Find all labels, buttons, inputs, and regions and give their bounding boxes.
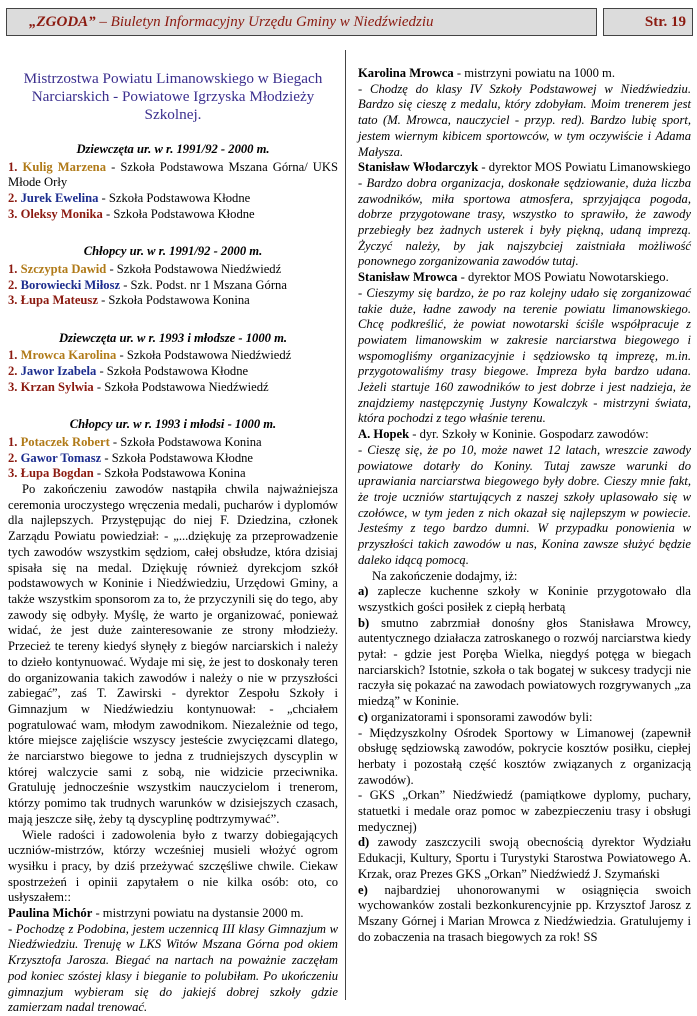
paragraph-text: zawody zaszczycili swoją obecnością dyrektor Wydziału Edukacji, Kultury, Sportu i Turystyki Starostwa Powiatowego A. Krzak, oraz Prezes GKS „Orkan” Niedźwiedź J. Szymański — [358, 835, 691, 881]
paragraph — [358, 270, 691, 286]
athlete-name: Jawor Izabela — [20, 364, 97, 379]
paragraph — [358, 710, 691, 726]
paragraph-text: - Cieszymy się bardzo, że po raz kolejny udało się zorganizować takie duże, ładne zawody na terenie powiatu limanowskiego. Chcę podkreślić, że powiat nowotarski ściśle współpracuje z powiatem limanowskim w zakresie narciarstwa biegowego i wspomogliśmy organizacyjnie i sędziowsko tą imprezę, m.in. przygotowaliśmy trasy biegowe. Impreza była bardzo udana. Jeżeli startuje 160 zawodników to jest dobrze i jest nadzieja, że znajdziemy następczynię Justyny Kowalczyk - mistrzyni świata, która pochodzi z tego właśnie terenu. — [358, 285, 691, 426]
paragraph — [358, 286, 691, 427]
bulletin-subtitle: – Biuletyn Informacyjny Urzędu Gminy w Niedźwiedziu — [95, 14, 434, 30]
paragraph — [358, 82, 691, 161]
results-list — [8, 142, 338, 482]
school-name: - Szkoła Podstawowa Kłodne — [102, 206, 255, 221]
paragraph-lead: Stanisław Mrowca — [358, 270, 458, 285]
athlete-name: Potaczek Robert — [20, 434, 110, 449]
paragraph — [358, 176, 691, 270]
paragraph-text: najbardziej uhonorowanymi w osiągnięcia swoich wychowanków zostali bezkonkurencyjnie pp. Krzysztof Jarosz z Mszany Górnej i Marian Mrowca z Niedźwiedzia. Gratulujemy i do zobaczenia na trasach biegowych za rok! SS — [358, 882, 691, 944]
athlete-name: Szczypta Dawid — [20, 261, 107, 276]
athlete-name: Kulig Marzena — [22, 159, 106, 174]
result-row — [8, 293, 338, 309]
result-place: 3. — [8, 379, 18, 394]
result-row — [8, 262, 338, 278]
paragraph-text: - Pochodzę z Podobina, jestem uczennicą III klasy Gimnazjum w Niedźwiedziu. Trenuję w LKS Witów Mszana Górna pod okiem Krzysztofa Jarosza. Biegać na nartach na poważnie zaczęłam pod koniec szóstej klasy i bieganie to polubiłam. Po ukończeniu gimnazjum wybieram się do jakiejś dobrej szkoły gdzie zamierzam nadal trenować. — [8, 921, 338, 1015]
result-row — [8, 435, 338, 451]
result-row — [8, 278, 338, 294]
paragraph-lead: A. Hopek — [358, 427, 410, 442]
result-place: 1. — [8, 348, 18, 363]
school-name: - Szkoła Podstawowa Kłodne — [98, 191, 251, 206]
paragraph-text: - Bardzo dobra organizacja, doskonałe sędziowanie, duża liczba zawodników, miła sportowa atmosfera, sprzyjająca pogoda, dobrze przygotowane trasy, wszystko to sprawiło, że zawody przebiegły bez żadnych usterek i były piękną, udaną imprezą. Życzyć należy, by jak najszybciej zaistniała możliwość ponownego zorganizowania zawodów tutaj. — [358, 175, 691, 269]
paragraph-lead: Karolina Mrowca — [358, 66, 454, 80]
athlete-name: Borowiecki Miłosz — [20, 277, 121, 292]
paragraph — [358, 443, 691, 569]
paragraph-text: - mistrzyni powiatu na 1000 m. — [453, 66, 615, 80]
paragraph — [358, 66, 691, 82]
result-row — [8, 160, 338, 191]
result-place: 1. — [8, 261, 18, 276]
right-column — [358, 66, 691, 945]
article-title: Mistrzostwa Powiatu Limanowskiego w Biegach Narciarskich - Powiatowe Igrzyska Młodzieży Szkolnej. — [23, 70, 323, 123]
athlete-name: Łupa Bogdan — [20, 466, 94, 481]
paragraph-text: Po zakończeniu zawodów nastąpiła chwila najważniejsza ceremonia uroczystego wręczenia medali, pucharów i dyplomów dla najlepszych. Przystępując do niej F. Dziedzina, członek Zarządu Powiatu powiedział: - „...dziękuję za przeprowadzenie tych zawodów wszystkim sędziom, całej obsłudze, która dzisiaj spisała się na medal. Dziękuję również dyrekcjom szkół podstawowych w Koninie i Niedźwiedziu, Urzędowi Gminy, a także wszystkim sponsorom za to, że przyczynili się do tego, aby zawody się odbyły. Myślę, że warto je organizować, ponieważ widać, że jest duże zainteresowanie ze strony młodzieży. Przecież te tereny kiedyś słynęły z biegów narciarskich i należy to dzieło kontynuować. Wydaje mi się, że jest to doskonały teren do organizowania takich zawodów i należy o nie w przyszłości zabiegać”, zaś T. Zawirski - dyrektor Zespołu Szkoły i Gimnazjum w Niedźwiedziu kontynuował: - „chciałem pogratulować wam, młodym zawodnikom. Niezależnie od tego, które miejsce zajęliście wszyscy jesteście zwycięzcami dlatego, że narciarstwo biegowe to jedna z trudniejszych dyscyplin w której walczycie sami z sobą, nie widzicie przeciwnika. Gratuluję jednocześnie wszystkim nauczycielom i trenerom, którzy pomimo tak trudnych warunków w dzisiejszych czasach, mają jeszcze siłę, żeby tą dyscyplinę podtrzymywać”. — [8, 482, 338, 826]
school-name: - Szkoła Podstawowa Niedźwiedź — [116, 348, 292, 363]
paragraph — [358, 883, 691, 946]
school-name: - Szkoła Podstawowa Niedźwiedź — [93, 379, 269, 394]
category-heading: Chłopcy ur. w r. 1991/92 - 2000 m. — [83, 244, 263, 259]
paragraph-text: zaplecze kuchenne szkoły w Koninie przygotowało dla wszystkich gości posiłek z ciepłą herbatą — [358, 584, 691, 614]
result-place: 3. — [8, 206, 18, 221]
paragraph — [358, 726, 691, 789]
athlete-name: Krzan Sylwia — [20, 379, 94, 394]
result-row — [8, 451, 338, 467]
result-place: 2. — [8, 191, 18, 206]
school-name: - Szk. Podst. nr 1 Mszana Górna — [120, 277, 287, 292]
school-name: - Szkoła Podstawowa Konina — [97, 293, 250, 308]
paragraph-text: - GKS „Orkan” Niedźwiedź (pamiątkowe dyplomy, puchary, statuetki i medale oraz pomoc w zabezpieczeniu trasy i obsługi medycznej) — [358, 788, 691, 834]
paragraph — [358, 427, 691, 443]
paragraph — [358, 788, 691, 835]
paragraph-text: Na zakończenie dodajmy, iż: — [372, 568, 518, 583]
category-spacer — [8, 396, 338, 412]
left-column — [8, 66, 338, 1016]
athlete-name: Oleksy Monika — [20, 206, 103, 221]
result-place: 3. — [8, 466, 18, 481]
bulletin-title-box — [6, 8, 597, 36]
paragraph-lead: e) — [358, 882, 368, 897]
paragraph-text: smutno zabrzmiał donośny głos Stanisława Mrowcy, autentycznego działacza zatroskanego o rozwój narciarstwa kiedy pytał: - gdzie jest Poręba Wielka, niegdyś potęga w biegach narciarskich? Istotnie, szkoła o tak bogatej w sukcesy tradycji nie raczyła się pokazać na zawodach powiatowych rozgrywanych „za miedzą” w Koninie. — [358, 615, 691, 709]
paragraph-text: - Międzyszkolny Ośrodek Sportowy w Limanowej (zapewnił obsługę sędziowską zawodów, pokrycie kosztów posiłku, ciepłej herbaty i pozostałą część kosztów związanych z organizacją zawodów). — [358, 725, 691, 787]
result-row — [8, 380, 338, 396]
paragraph-lead: a) — [358, 584, 369, 599]
school-name: - Szkoła Podstawowa Konina — [109, 434, 262, 449]
school-name: - Szkoła Podstawowa Kłodne — [96, 364, 249, 379]
result-row — [8, 364, 338, 380]
page-header — [6, 8, 693, 36]
result-place: 2. — [8, 450, 18, 465]
paragraph-lead: b) — [358, 615, 370, 630]
paragraph-text: - dyrektor MOS Powiatu Limanowskiego — [478, 160, 691, 175]
category-spacer — [8, 223, 338, 239]
paragraph-text: organizatorami i sponsorami zawodów byli: — [367, 709, 593, 724]
paragraph-text: Wiele radości i zadowolenia było z twarzy dobiegających uczniów-mistrzów, którzy wcześniej musieli włożyć ogrom wysiłku i pracy, by dziś przeżywać szczęśliwe chwile. Ciekaw spostrzeżeń i opinii zapytałem o nie kilka osób: oto, co usłyszałem:: — [8, 827, 338, 905]
athlete-name: Jurek Ewelina — [20, 191, 99, 206]
result-place: 3. — [8, 293, 18, 308]
category-heading: Dziewczęta ur. w r. 1993 i młodsze - 1000 m. — [58, 330, 288, 345]
column-divider — [345, 50, 346, 1000]
school-name: - Szkoła Podstawowa Niedźwiedź — [106, 261, 282, 276]
bulletin-title: „ZGODA” — [29, 14, 96, 30]
paragraph-text: - Cieszę się, że po 10, może nawet 12 latach, wreszcie zawody powiatowe dotarły do Koniny. Tutaj zawsze warunki do uprawiania narciarstwa biegowego były dobre. Cieszy mnie fakt, że troje uczniów startujących z naszej szkoły uplasowało się w czołówce, w tym jeden z nich okazał się najlepszym w powiecie. Jesteśmy z tego bardzo dumni. W przypadku ponowienia w przyszłości takich zawodów u nas, Konina zawsze służyć będzie daleko idącą pomocą. — [358, 442, 691, 567]
paragraph — [358, 160, 691, 176]
paragraph-lead: Stanisław Włodarczyk — [358, 160, 479, 175]
paragraph-lead: c) — [358, 709, 368, 724]
athlete-name: Mrowca Karolina — [20, 348, 117, 363]
school-name: - Szkoła Podstawowa Kłodne — [101, 450, 254, 465]
paragraph — [358, 616, 691, 710]
paragraph-lead: d) — [358, 835, 370, 850]
left-paragraphs — [8, 482, 338, 1016]
result-place: 2. — [8, 277, 18, 292]
paragraph — [8, 906, 338, 922]
result-row — [8, 191, 338, 207]
category-heading: Chłopcy ur. w r. 1993 i młodsi - 1000 m. — [69, 417, 277, 432]
paragraph-lead: Paulina Michór — [8, 906, 93, 921]
result-place: 1. — [8, 159, 18, 174]
athlete-name: Łupa Mateusz — [20, 293, 98, 308]
result-row — [8, 207, 338, 223]
school-name: - Szkoła Podstawowa Konina — [93, 466, 246, 481]
paragraph-text: - dyrektor MOS Powiatu Nowotarskiego. — [457, 270, 669, 285]
paragraph — [358, 835, 691, 882]
paragraph — [358, 584, 691, 615]
paragraph-text: - Chodzę do klasy IV Szkoły Podstawowej w Niedźwiedziu. Bardzo się cieszę z medalu, który zdobyłam. Moim trenerem jest tato (M. Mrowca, nauczyciel - przyp. red). Bardzo lubię sport, jestem wiernym kibicem sportowców, w tym oczywiście i Adama Małysza. — [358, 81, 691, 159]
result-row — [8, 348, 338, 364]
result-place: 2. — [8, 364, 18, 379]
paragraph — [8, 482, 338, 827]
paragraph-text: - mistrzyni powiatu na dystansie 2000 m. — [92, 906, 304, 921]
result-row — [8, 466, 338, 482]
paragraph — [358, 569, 691, 585]
school-name: - Szkoła Podstawowa Mszana Górna/ UKS Młode Orły — [8, 159, 339, 190]
athlete-name: Gawor Tomasz — [20, 450, 102, 465]
paragraph — [8, 828, 338, 907]
bulletin-page — [6, 8, 693, 1015]
paragraph — [8, 922, 338, 1016]
category-spacer — [8, 309, 338, 325]
result-place: 1. — [8, 434, 18, 449]
page-number: Str. 19 — [603, 8, 693, 36]
category-heading: Dziewczęta ur. w r. 1991/92 - 2000 m. — [76, 142, 270, 156]
paragraph-text: - dyr. Szkoły w Koninie. Gospodarz zawodów: — [409, 427, 649, 442]
right-paragraphs — [358, 66, 691, 945]
